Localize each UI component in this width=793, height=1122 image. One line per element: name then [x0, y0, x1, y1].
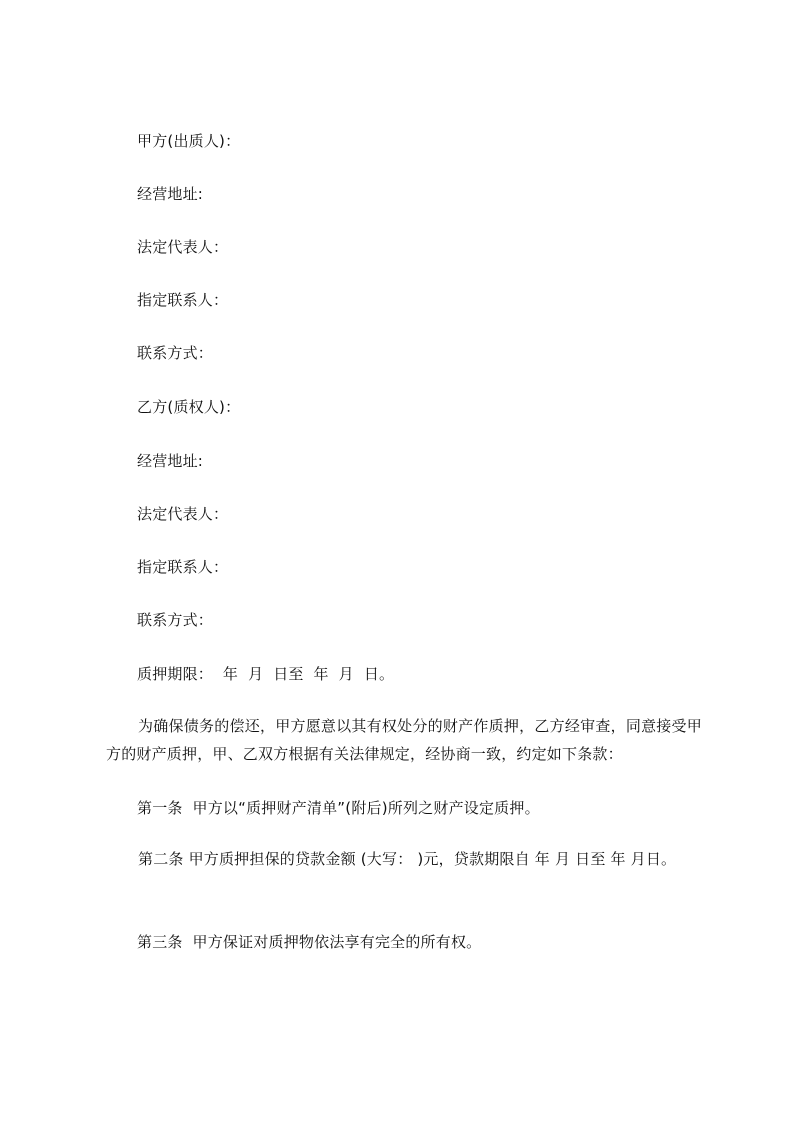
pledge-term: 质押期限： 年 月 日至 年 月 日。 [137, 665, 395, 683]
party-a-title: 甲方(出质人)： [137, 132, 241, 150]
party-a-contact-person: 指定联系人： [137, 291, 229, 309]
article-3: 第三条 甲方保证对质押物依法享有完全的所有权。 [137, 933, 482, 951]
party-a-legal-rep: 法定代表人： [137, 238, 229, 256]
party-b-legal-rep: 法定代表人： [137, 505, 229, 523]
party-b-title: 乙方(质权人)： [137, 398, 241, 416]
article-1: 第一条 甲方以“质押财产清单”(附后)所列之财产设定质押。 [137, 799, 540, 817]
party-a-address: 经营地址: [137, 185, 204, 203]
preamble-paragraph: 为确保债务的偿还，甲方愿意以其有权处分的财产作质押，乙方经审查，同意接受甲方的财产质押，甲、乙双方根据有关法律规定，经协商一致，约定如下条款： [106, 717, 702, 763]
party-b-contact-person: 指定联系人： [137, 558, 229, 576]
party-b-address: 经营地址: [137, 452, 204, 470]
article-2: 第二条 甲方质押担保的贷款金额 (大写： )元，贷款期限自 年 月 日至 年 月日。 [138, 850, 677, 868]
party-a-contact-method: 联系方式： [137, 344, 214, 362]
party-b-contact-method: 联系方式： [137, 611, 214, 629]
